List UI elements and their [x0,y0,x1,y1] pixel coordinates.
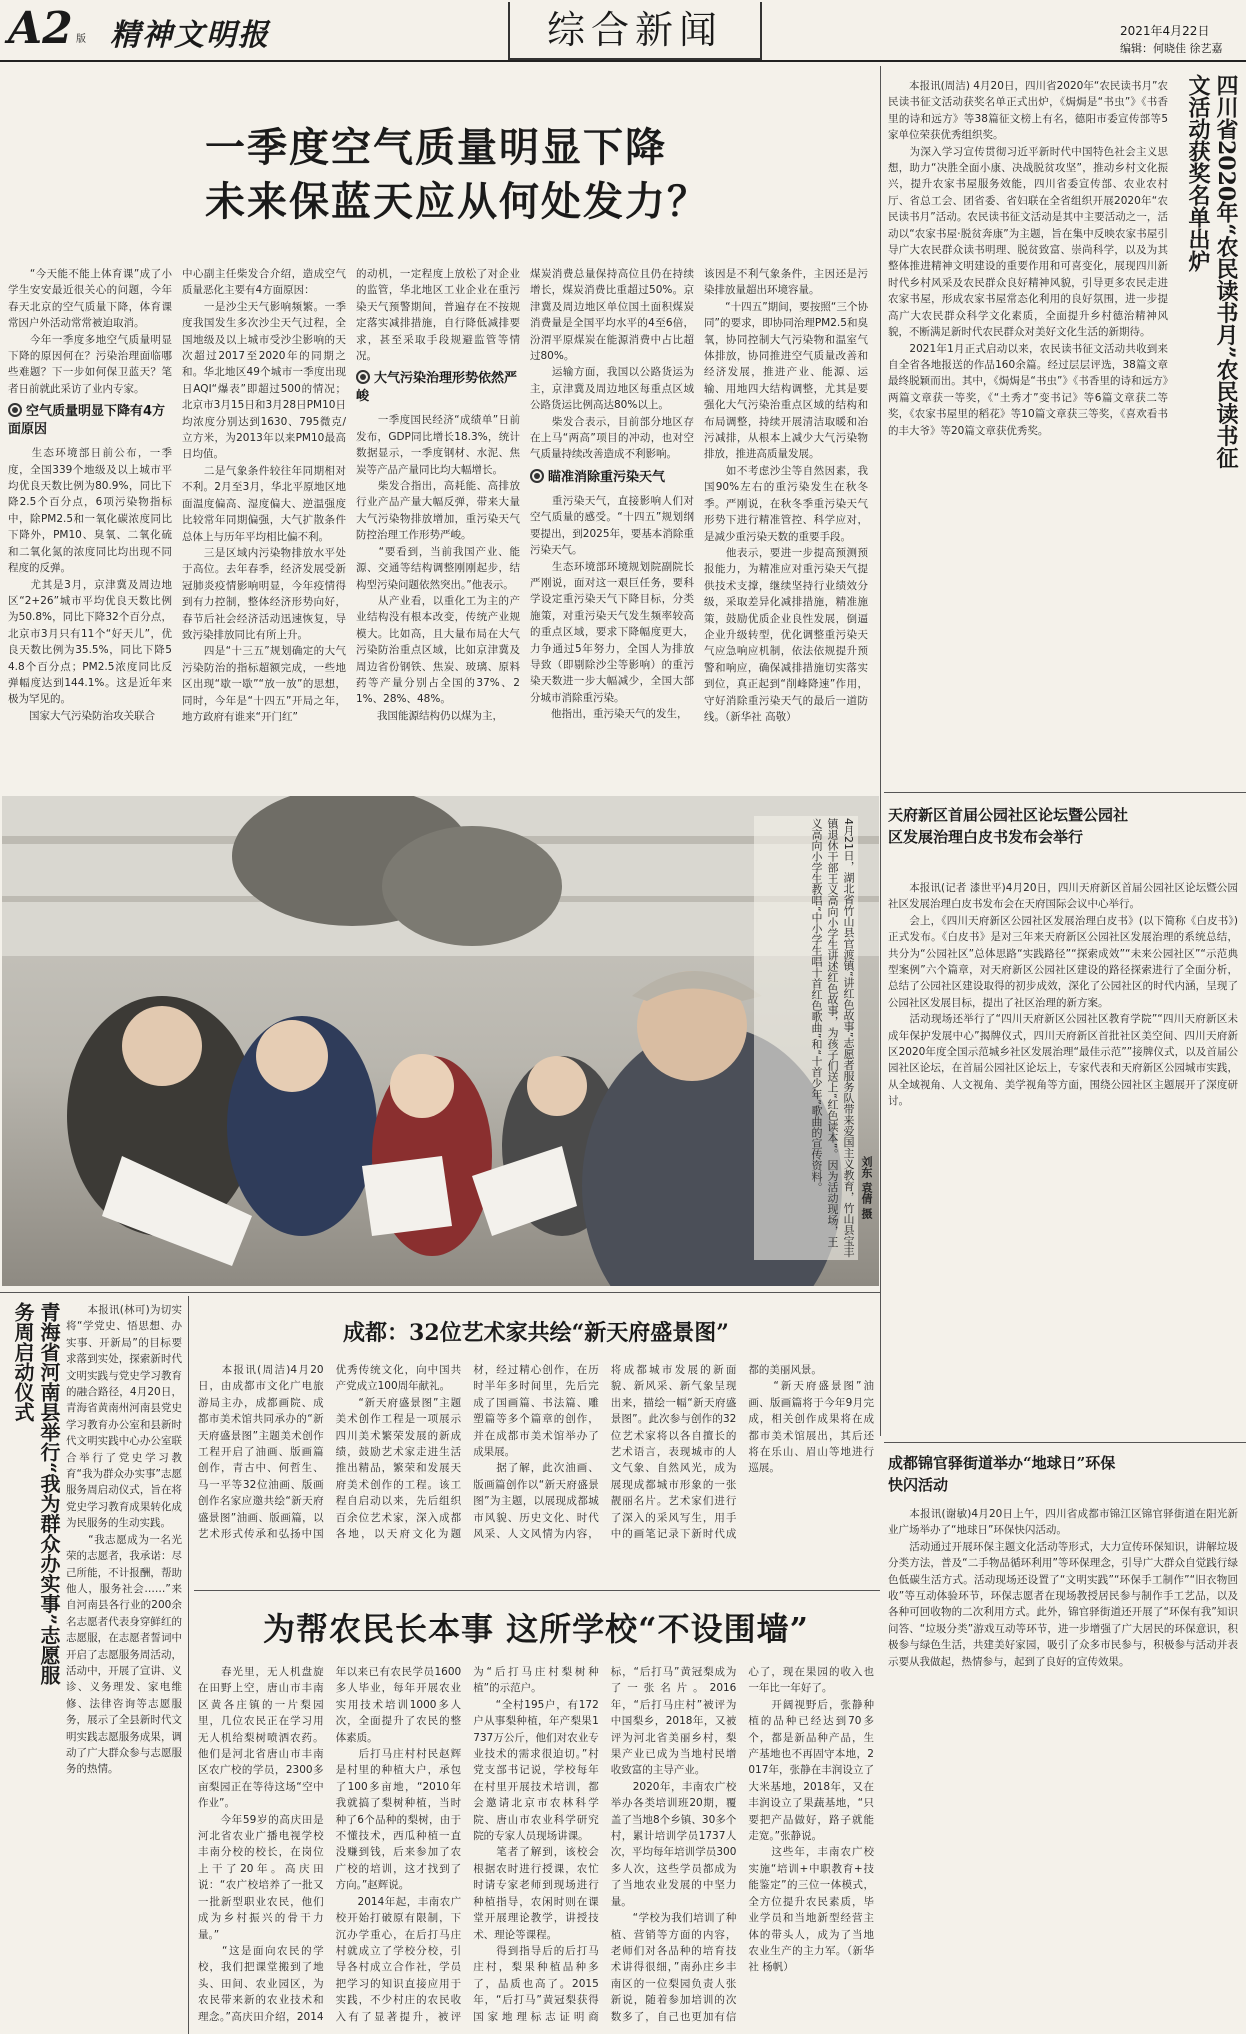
section-title: 综合新闻 [546,8,723,52]
sidebar-mid-title: 天府新区首届公园社区论坛暨公园社区发展治理白皮书发布会举行 [888,806,1129,846]
sidebar-mid-story [884,800,1246,1440]
chengdu-body: 本报讯(周洁)4月20日，由成都市文化广电旅游局主办，成都画院、成都市美术馆共同承办的“新天府盛景图”主题美术创作工程开启了油画、版画篇创作，青古中、何哲生、马一平等32位油画、版画创作名家应邀共绘“新天府盛景图”油画、版画篇，以艺术形式传承和弘扬中国优秀传统文化，向中国共产党成立100周年献礼。 “新天府盛景图”主题美术创作工程是一项展示四川美术繁荣发展的新成绩，鼓励艺术家走进生活推出精品，繁荣和发展天府美术创作的工程。该工程自启动以来，先后组织百余位艺术家，深入成都各地，以天府文化为题材，经过精心创作，在历时半年多时间里，先后完成了国画篇、书法篇、雕塑篇等多个篇章的创作，并在成都市美术馆举办了成果展。 据了解，此次油画、版画篇创作以“新天府盛景图”为主题，以展现成都城市风貌、历史文化、时代风采、人文风情为内容，将成都城市发展的新面貌、新风采、新气象呈现出来，描绘一幅“新天府盛景图”。此次参与创作的32位艺术家将以各自擅长的艺术语言，表现城市的人文气象、自然风光，成为展现成都城市形象的一张靓丽名片。艺术家们进行了深入的采风写生，用手中的画笔记录下新时代成都的美丽风景。 “新天府盛景图”油画、版画篇将于今年9月完成，相关创作成果将在成都市美术馆展出，其后还将在乐山、眉山等地进行巡展。 [198,1364,874,1541]
bullet-icon [8,403,22,417]
school-title: 为帮农民长本事 这所学校“不设围墙” [263,1610,809,1648]
lead-col-2: 中心副主任柴发合介绍，造成空气质量恶化主要有4方面原因： 一是沙尘天气影响频繁。一季度我国发生多次沙尘天气过程，全国地级及以上城市受沙尘影响的天次超过2017至2020年的同期之和。华北地区49个城市一季度出现日AQI“爆表”即超过500的情况；北京市3月15日和3月28日PM10日均浓度分别达到1630、795微克/立方米，为2013年以来PM10最高日均值。 二是气象条件较往年同期相对不利。2月至3月，华北平原地区地面温度偏高、湿度偏大、逆温强度比较常年同期偏强，大气扩散条件总体上与历年平均相比偏不利。 三是区域内污染物排放水平处于高位。去年春季，经济发展受新冠肺炎疫情影响明显，今年疫情得到有力控制，整体经济形势向好，春节后社会经济活动迅速恢复，导致污染排放同比有所上升。 四是“十三五”规划确定的大气污染防治的指标超额完成，一些地区出现“歇一歇”“放一放”的思想，同时，今年是“十四五”开局之年，地方政府有谁来“开门红” [182,268,346,723]
sidebar-bottom-story [884,1450,1246,2034]
page-suffix: 版 [76,34,86,45]
sidebar-top-title: 四川省2020年“农民读书月”农民读书征文活动获奖名单出炉 [1185,74,1239,469]
photo-rule [0,1292,880,1293]
masthead-rule [0,60,1246,62]
issue-date: 2021年4月22日 [1120,24,1210,38]
sidebar-mid-body: 本报讯(记者 漆世平)4月20日，四川天府新区首届公园社区论坛暨公园社区发展治理白皮书发布会在天府国际会议中心举行。 会上，《四川天府新区公园社区发展治理白皮书》(以下简称《白皮书》)正式发布。《白皮书》是对三年来天府新区公园社区发展治理的系统总结，共分为“公园社区”总体思路“实践路径”“探索成效”“未来公园社区”“示范典型案例”六个篇章，对天府新区公园社区建设的路径探索进行了全面分析，总结了公园社区建设取得的初步成效，深化了公园社区的时代内涵，呈现了公园社区发展目标，提出了社区治理的新方案。 活动现场还举行了“四川天府新区公园社区教育学院”“四川天府新区未成年保护发展中心”揭牌仪式，四川天府新区首批社区美空间、四川天府新区2020年度全国示范城乡社区发展治理“最佳示范””接牌仪式，以及首届公园社区论坛，在首届公园社区论坛上，专家代表和天府新区公园城市实践，从全域视角、人文视角、美学视角等方面，围绕公园社区主题展开了深度研讨。 [888,882,1238,1108]
sidebar-bottom-title: 成都锦官驿街道举办“地球日”环保快闪活动 [888,1454,1116,1494]
sidebar-top-body: 本报讯(周洁) 4月20日，四川省2020年“农民读书月”农民读书征文活动获奖名单正式出炉，《焗焗是“书虫”》《书香里的诗和远方》等38篇征文榜上有名，德阳市委宣传部等5家单位荣获优秀组织奖。 为深入学习宣传贯彻习近平新时代中国特色社会主义思想，助力“决胜全面小康、决战脱贫攻坚”，推动乡村文化振兴，提升农家书屋服务效能，四川省委宣传部、农业农村厅、省总工会、团省委、省妇联在全省组织开展2020年“农民读书月”活动。农民读书征文活动是其中主要活动之一，活动以“农家书屋·脱贫奔康”为主题，旨在集中反映农家书屋引导广大农民群众读书明理、脱贫致富、崇尚科学，以及为其整体推进精神文明建设的重要作用和可喜变化，展现四川新时代乡村风采及农民群众良好精神风貌，引导更多农民走进农家书屋，形成农家书屋常态化利用的良好氛围，进一步提高广大农民群众科学文化素质，全面提升乡村德治精神风貌，不断满足新时代农民群众对美好文化生活的新期待。 2021年1月正式启动以来，农民读书征文活动共收到来自全省各地报送的作品160余篇。经过层层评选，38篇文章最终脱颖而出。其中，《焗焗是“书虫”》《书香里的诗和远方》两篇文章获一等奖，《“土秀才”变书记》等6篇文章获二等奖，《农家书屋里的稻花》等10篇文章获三等奖，《喜欢看书的丰大爷》等20篇文章获优秀奖。 [888,80,1168,437]
editor-line: 编辑：何晓佳 徐艺嘉 [1120,42,1223,55]
page-number: A2 [8,3,73,54]
sidebar-divider [880,66,881,1436]
masthead [0,0,1246,62]
sidebar-rule-1 [884,792,1246,793]
left-column-story [0,1296,186,2034]
chengdu-story [194,1298,878,1588]
sidebar-bottom-body: 本报讯(谢敏)4月20日上午，四川省成都市锦江区锦官驿街道在阳光新业广场举办了“地球日”环保快闪活动。 活动通过开展环保主题文化活动等形式，大力宣传环保知识，讲解垃圾分类方法，普及“二手物品循环利用”等环保理念，引导广大群众自觉践行绿色低碳生活方式。活动现场还设置了“文明实践”“环保手工制作”“旧衣物回收”等互动体验环节，环保志愿者在现场教授居民参与制作手工艺品，以及各种可回收物的二次利用方式。此外，锦官驿街道还开展了“环保有我”知识问答、“垃圾分类”游戏互动等环节，进一步增强了广大居民的环保意识，积极参与绿色生活，共建美好家园，吸引了众多市民参与，积极参与活动并表示要从我做起，热情参与，起到了良好的宣传效果。 [888,1508,1238,1668]
lead-col-1: “今天能不能上体育课”成了小学生安安最近很关心的问题，今年春天北京的空气质量下降，体育课常因户外活动常常被迫取消。 今年一季度多地空气质量明显下降的原因何在？污染治理面临哪些难题？下一步如何保卫蓝天？笔者日前就此采访了业内专家。 空气质量明显下降有4方面原因 生态环境部日前公布，一季度，全国339个地级及以上城市平均优良天数比例为80.9%，同比下降2.5个百分点，6项污染物指标中，除PM2.5和一氧化碳浓度同比下降外，PM10、臭氧、二氧化硫和二氧化氮的浓度同比均出现不同程度的反弹。 尤其是3月，京津冀及周边地区“2+26”城市平均优良天数比例为50.8%，同比下降32个百分点，北京市3月只有11个“好天儿”，优良天数比例为35.5%，同比下降54.8个百分点；PM2.5浓度同比反弹幅度达到144.1%。这是近年来极为罕见的。 国家大气污染防治攻关联合 [8,268,172,722]
bullet-icon [530,469,544,483]
photo-credit: 刘东 袁倩 摄 [860,1156,873,1219]
chengdu-title: 成都：32位艺术家共绘“新天府盛景图” [343,1320,729,1346]
lead-col-5: 该因是不利气象条件，主因还是污染排放量超出环境容量。 “十四五”期间，要按照“三个协同”的要求，即协同治理PM2.5和臭氧，协同控制大气污染物和温室气体排放，协同推进空气质量改善和经济发展，推进产业、能源、运输、用地四大结构调整，尤其是要强化大气污染治重点区域的结构和布局调整，持续开展清洁取暖和冶污减排，从根本上减少大气污染物排放，推进高质量发展。 如不考虑沙尘等自然因素，我国90%左右的重污染发生在秋冬季。严刚说，在秋冬季重污染天气形势下进行精准管控、科学应对，是减少重污染天数的重要手段。 他表示，要进一步提高预测预报能力，为精准应对重污染天气提供技术支撑，继续坚持行业绩效分级，采取差异化减排措施，精准施策，鼓励优质企业良性发展，倒逼企业升级转型，优化调整重污染天气应急响应机制，依法依规提升预警和响应，确保减排措施切实落实到位，真正起到“削峰降速”作用，守好消除重污染天气的最后一道防线。（新华社 高敬） [704,268,868,723]
lead-col-3: 的动机，一定程度上放松了对企业的监管，华北地区工业企业在重污染天气预警期间，普遍存在不按规定落实减排措施，自行降低减排要求，甚至采取手段规避监管等情况。 大气污染治理形势依然严峻 一季度国民经济“成绩单”日前发布，GDP同比增长18.3%，统计数据显示，一季度钢材、水泥、焦炭等产品产量同比均大幅增长。 柴发合指出，高耗能、高排放行业产品产量大幅反弹，带来大量大气污染物排放增加，重污染天气防控治理工作形势严峻。 “要看到，当前我国产业、能源、交通等结构调整刚刚起步，结构型污染问题依然突出。”他表示。 从产业看，以重化工为主的产业结构没有根本改变，传统产业规模大。比如高，且大量布局在大气污染防治重点区域，比如京津冀及周边省份钢铁、焦炭、玻璃、原料药等产量分别占全国的37%、21%、28%、48%。 我国能源结构仍以煤为主， [356,268,520,722]
lead-subhead-1: 空气质量明显下降有4方面原因 [8,404,166,438]
sidebar-rule-2 [884,1442,1246,1443]
bullet-icon [356,370,370,384]
chengdu-rule [194,1590,880,1591]
photo-caption: 4月21日，湖北省竹山县官渡镇“讲红色故事”志愿者服务队带来爱国主义教育，竹山县宝丰镇退休干部王义高向小学生讲述红色故事，为孩子们送上“红色读本”。因为活动现场，王义高向小学生教唱“中小学生唱十首红色歌曲”和“十首少年”歌曲的宣传资料。 [754,816,858,1260]
school-body: 春光里，无人机盘旋在田野上空，唐山市丰南区黄各庄镇的一片梨园里，几位农民正在学习用无人机给梨树喷洒农药。他们是河北省唐山市丰南区农广校的学员，2300多亩梨园正在等待这场“空中作业”。 今年59岁的高庆田是河北省农业广播电视学校丰南分校的校长，在岗位上干了20年。高庆田说：“农广校培养了一批又一批新型职业农民，他们成为乡村振兴的骨干力量。” “这是面向农民的学校，我们把课堂搬到了地头、田间、农业园区，为农民带来新的农业技术和理念。”高庆田介绍，2014年以来已有农民学员1600多人毕业，每年开展农业实用技术培训1000多人次，全面提升了农民的整体素质。 后打马庄村村民赵辉是村里的种植大户，承包了100多亩地，“2010年我就搞了梨树种植，当时种了6个品种的梨树，由于不懂技术，西瓜种植一直没赚到钱，后来参加了农广校的培训，这才找到了方向。”赵辉说。 2014年起，丰南农广校开始打破原有限制，下沉办学重心，在后打马庄村就成立了学校分校，引导各村成立合作社，学员把学习的知识直接应用于实践，不少村庄的农民收入有了显著提升，被评为“后打马庄村梨树种植”的示范户。 “全村195户，有172户从事梨种植，年产梨果1737万公斤，他们对农业专业技术的需求很迫切。”村党支部书记说，学校每年在村里开展技术培训，都会邀请北京市农林科学院、唐山市农业科学研究院的专家人员现场讲课。 笔者了解到，该校会根据农时进行授课，农忙时请专家老师到现场进行种植指导，农闲时则在课堂开展理论教学，讲授技术、理论等课程。 得到指导后的后打马庄村，梨果种植品种多了，品质也高了。2015年，“后打马”黄冠梨获得国家地理标志证明商标，“后打马”黄冠梨成为了一张名片。2016年，“后打马庄村”被评为中国梨乡，2018年，又被评为河北省美丽乡村，梨果产业已成为当地村民增收致富的主导产业。 2020年，丰南农广校举办各类培训班20期，覆盖了当地8个乡镇、30多个村，累计培训学员1737人次，平均每年培训学员300多人次，这些学员都成为了当地农业发展的中坚力量。 “学校为我们培训了种植、营销等方面的内容，老师们对各品种的培育技术讲得很细，”南孙庄乡丰南区的一位梨园负责人张新说，随着参加培训的次数多了，自己也更加有信心了，现在果园的收入也一年比一年好了。 开阔视野后，张静种植的品种已经达到70多个，都是新品种产品，生产基地也不再固守本地，2017年，张静在丰润设立了大米基地，2018年，又在丰润设立了果蔬基地，“只要把产品做好，路子就能走宽。”张静说。 这些年，丰南农广校实施“培训+中职教育+技能鉴定”的三位一体模式，全方位提升农民素质，毕业学员和当地新型经营主体的带头人，成为了当地农业生产的主力军。（新华社 杨帆） [198,1666,874,2023]
left-column-divider [188,1296,189,2034]
news-photo [2,796,879,1286]
left-column-body: 本报讯(林可)为切实将“学党史、悟思想、办实事、开新局”的目标要求落到实处，探索新时代文明实践与党史学习教育的融合路径，4月20日，青海省黄南州河南县党史学习教育办公室和县新时代文明实践中心办公室联合举行了党史学习教育“我为群众办实事”志愿服务周启动仪式，旨在将党史学习教育成果转化成为民服务的生动实践。 “我志愿成为一名光荣的志愿者，我承诺：尽己所能，不计报酬，帮助他人，服务社会……”来自河南县各行业的200余名志愿者代表身穿鲜红的志愿服，在志愿者誓词中开启了志愿服务周活动，活动中，开展了宣讲、义诊、义务理发、家电维修、法律咨询等志愿服务，展示了全县新时代文明实践志愿服务成果，调动了广大群众参与志愿服务的热情。 [66,1304,182,1776]
school-story [194,1594,878,2034]
lead-subhead-3: 瞄准消除重污染天气 [530,469,694,487]
lead-headline-1: 一季度空气质量明显下降 [205,124,667,171]
paper-name: 精神文明报 [110,18,270,53]
photo-illustration [2,796,879,1286]
sidebar-top-story [884,66,1246,786]
lead-headline-2: 未来保蓝天应从何处发力？ [205,178,709,225]
left-column-title: 青海省河南县举行“我为群众办实事”志愿服务周启动仪式 [11,1302,61,1686]
lead-subhead-2: 大气污染治理形势依然严峻 [356,371,518,405]
section-box [508,2,762,60]
lead-col-4: 煤炭消费总量保持高位且仍在持续增长，煤炭消费比重超过50%。京津冀及周边地区单位国土面积煤炭消费量是全国平均水平的4至6倍，汾渭平原煤炭在能源消费中占比超过80%。 运输方面，我国以公路货运为主，京津冀及周边地区每重点区域公路货运比例高达80%以上。 柴发合表示，目前部分地区存在上马“两高”项目的冲动，也对空气质量持续改善造成不利影响。 瞄准消除重污染天气 重污染天气，直接影响人们对空气质量的感受。“十四五”规划纲要提出，到2025年，要基本消除重污染天气。 生态环境部环境规划院副院长严刚说，面对这一艰巨任务，要科学设定重污染天气下降目标，分类施策，对重污染天气发生频率较高的重点区域，要求下降幅度更大，力争通过5年努力，全国人为排放导致（即剔除沙尘等影响）的重污染天数进一步大幅减少，全国大部分城市消除重污染。 他指出，重污染天气的发生， [530,268,694,721]
